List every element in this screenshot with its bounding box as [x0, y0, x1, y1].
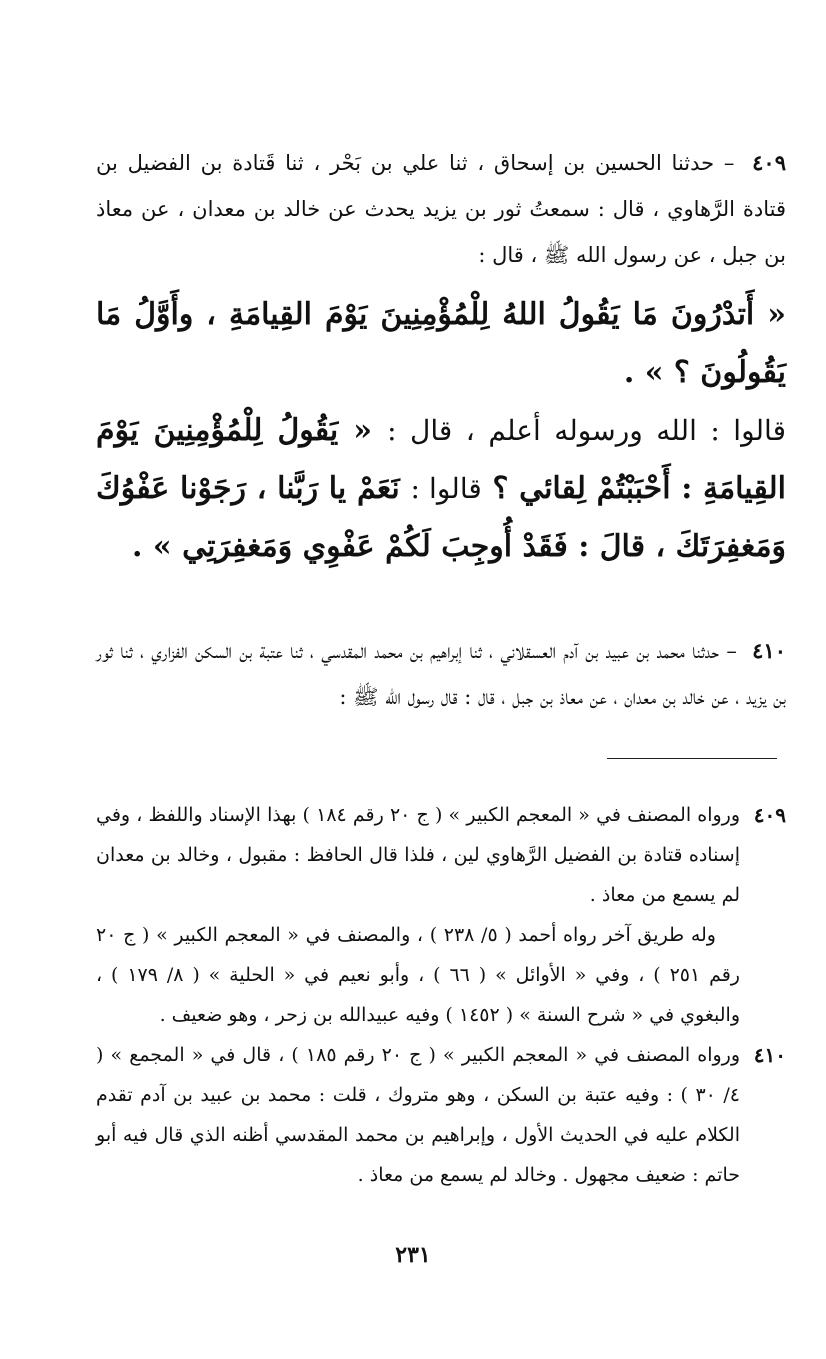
hadith-409-text-2d: نَعَمْ يا رَبَّنا ، رَجَوْنا عَفْوُكَ وَمَغفِرَتَكَ ، قالَ : فَقَدْ أُوجِبَ لَكُمْ عَفْوِي وَمَغفِرَتِي » .: [96, 471, 786, 564]
page-number: ٢٣١: [395, 1242, 431, 1268]
footnote-410-number: ٤١٠: [753, 1043, 786, 1067]
footnote-410: [96, 1035, 786, 1195]
footnote-409-paragraph-2: وله طريق آخر رواه أحمد ( ٥/ ٢٣٨ ) ، والمصنف في « المعجم الكبير » ( ج ٢٠ رقم ٢٥١ ) ، وفي « الأوائل » ( ٦٦ ) ، وأبو نعيم في « الحلية » ( ٨/ ١٧٩ ) ، والبغوي في « شرح السنة » ( ١٤٥٢ ) وفيه عبيدالله بن زحر ، وهو ضعيف .: [96, 924, 740, 1026]
main-text: [96, 140, 786, 720]
hadith-409-text-block: [96, 402, 786, 576]
hadith-410-isnad: [96, 628, 786, 720]
hadith-410-isnad-text: – حدثنا محمد بن عبيد بن آدم العسقلاني ، ثنا إبراهيم بن محمد المقدسي ، ثنا عتبة بن السكن الفزاري ، ثنا ثور بن يزيد ، عن خالد بن معدان ، عن معاذ بن جبل ، قال : قال رسول الله ﷺ :: [96, 639, 786, 709]
footnote-409: [96, 795, 786, 1035]
footnote-410-paragraph-1: ورواه المصنف في « المعجم الكبير » ( ج ٢٠ رقم ١٨٥ ) ، قال في « المجمع » ( ٤/ ٣٠ ) : وفيه عتبة بن السكن ، وهو متروك ، قلت : محمد بن عبيد بن آدم تقدم الكلام عليه في الحديث الأول ، وإبراهيم بن محمد المقدسي أظنه الذي قال فيه أبو حاتم : ضعيف مجهول . وخالد لم يسمع من معاذ .: [96, 1044, 740, 1186]
hadith-409-text-2b: « يَقُولُ لِلْمُؤْمِنِينَ يَوْمَ القِيامَةِ : أَحْبَبْتُمْ لِقائي ؟: [96, 413, 787, 506]
footnote-409-number: ٤٠٩: [753, 803, 786, 827]
hadith-409-text-2c: قالوا :: [410, 472, 482, 505]
hadith-409-number: ٤٠٩: [752, 150, 786, 175]
hadith-409-text: [96, 286, 786, 576]
footnote-409-paragraph-1: ورواه المصنف في « المعجم الكبير » ( ج ٢٠ رقم ١٨٤ ) بهذا الإسناد واللفظ ، وفي إسناده قتادة بن الفضيل الرَّهاوي لين ، فلذا قال الحافظ : مقبول ، وخالد بن معدان لم يسمع من معاذ .: [96, 804, 741, 906]
hadith-409-text-2a: قالوا : الله ورسوله أعلم ، قال :: [387, 414, 786, 447]
hadith-409-isnad-text: – حدثنا الحسين بن إسحاق ، ثنا علي بن بَحْر ، ثنا قَتادة بن الفضيل بن قتادة الرَّهاوي ، قال : سمعتُ ثور بن يزيد يحدث عن خالد بن معدان ، عن معاذ بن جبل ، عن رسول الله ﷺ ، قال :: [96, 151, 786, 267]
hadith-409-isnad: [96, 140, 786, 278]
hadith-410-number: ٤١٠: [752, 638, 786, 663]
footnote-separator: [607, 758, 777, 759]
footnotes: [96, 795, 786, 1195]
hadith-409-text-line-1: « أَتدْرُونَ مَا يَقُولُ اللهُ لِلْمُؤْمِنِينَ يَوْمَ القِيامَةِ ، وأَوَّلُ مَا يَقُولُونَ ؟ » .: [96, 297, 786, 390]
